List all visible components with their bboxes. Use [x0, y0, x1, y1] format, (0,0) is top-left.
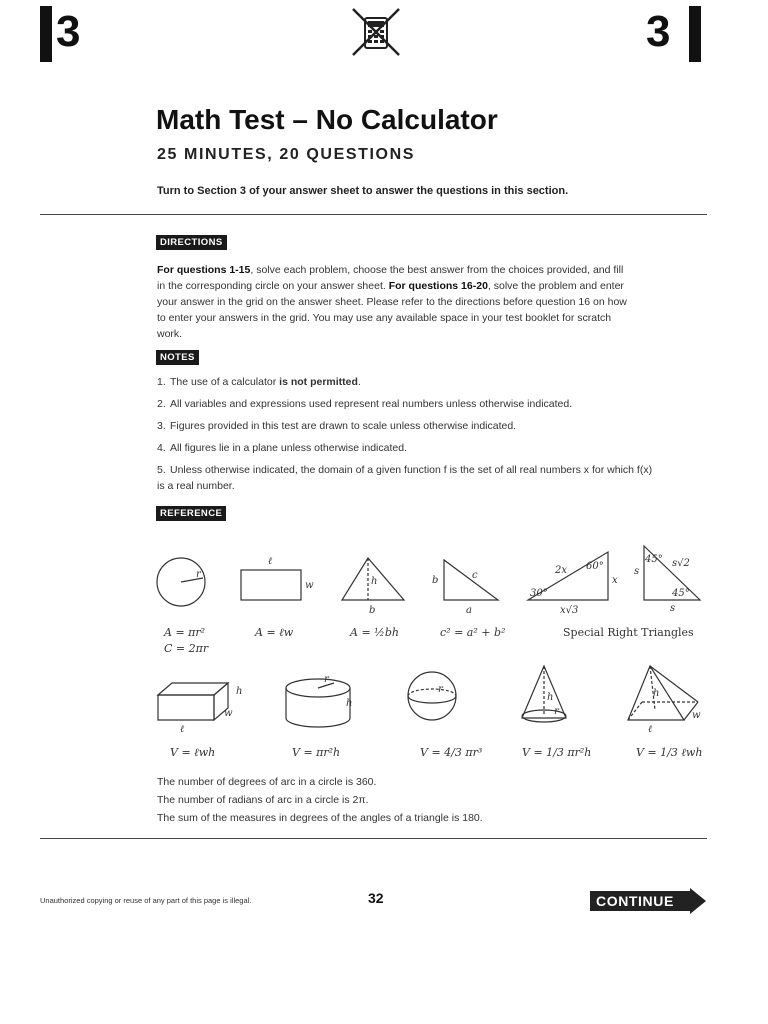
svg-text:c: c	[472, 570, 478, 581]
svg-text:ℓ: ℓ	[180, 724, 185, 735]
svg-text:x: x	[612, 575, 618, 586]
triangle-area-formula: A = ½bh	[350, 626, 399, 639]
svg-text:r: r	[196, 569, 201, 580]
svg-text:s: s	[634, 566, 640, 577]
svg-text:s: s	[670, 603, 676, 614]
svg-text:b: b	[432, 575, 439, 586]
copyright-notice: Unauthorized copying or reuse of any part of this page is illegal.	[40, 896, 252, 905]
pyramid-volume-formula: V = 1/3 ℓwh	[636, 746, 703, 759]
page-title: Math Test – No Calculator	[156, 104, 498, 135]
cylinder-volume-formula: V = πr²h	[292, 746, 341, 759]
section-instruction: Turn to Section 3 of your answer sheet to answer the questions in this section.	[157, 185, 569, 197]
section-tab-left	[40, 6, 52, 62]
note-item: 5. Unless otherwise indicated, the domain of a given function f is the set of all real numbers x for which f(x) is a real number.	[157, 464, 653, 492]
special-triangles-caption: Special Right Triangles	[563, 626, 694, 639]
no-calculator-icon	[349, 5, 403, 59]
svg-text:w: w	[692, 710, 701, 721]
svg-text:45°: 45°	[645, 554, 663, 565]
box-volume-formula: V = ℓwh	[170, 746, 216, 759]
svg-text:s√2: s√2	[672, 558, 690, 569]
section-tab-right	[689, 6, 701, 62]
directions-q1-text: , solve each problem, choose the best answer from the choices provided, and fill in the corresponding circle on your answer sheet.	[157, 264, 624, 292]
circle-area-formula: A = πr²	[164, 626, 206, 639]
section-number-right: 3	[646, 7, 671, 56]
svg-text:b: b	[369, 605, 376, 616]
directions-q1-bold: For questions 1-15	[157, 264, 251, 276]
svg-text:h: h	[346, 698, 353, 709]
box-figure	[158, 695, 214, 720]
sphere-volume-formula: V = 4/3 πr³	[420, 746, 483, 759]
fact-degrees: The number of degrees of arc in a circle is 360.	[157, 776, 377, 788]
top-divider	[40, 214, 707, 215]
page-subtitle: 25 MINUTES, 20 QUESTIONS	[157, 146, 416, 163]
svg-text:r: r	[438, 684, 443, 695]
note-item: 1. The use of a calculator is not permitted.	[157, 376, 361, 388]
right-triangle-figure	[444, 560, 498, 600]
svg-text:h: h	[371, 576, 378, 587]
svg-text:h: h	[653, 688, 660, 699]
svg-text:x√3: x√3	[560, 605, 579, 616]
svg-text:2x: 2x	[555, 565, 568, 576]
directions-text	[157, 262, 627, 342]
bottom-divider	[40, 838, 707, 839]
svg-text:30°: 30°	[530, 588, 548, 599]
svg-text:ℓ: ℓ	[268, 556, 273, 567]
pythagorean-formula: c² = a² + b²	[440, 626, 506, 639]
directions-q2-bold: For questions 16-20	[388, 280, 488, 292]
fact-triangle-sum: The sum of the measures in degrees of the angles of a triangle is 180.	[157, 812, 483, 824]
directions-q2-text: , solve the problem and enter your answer in the grid on the answer sheet. Please refer to the directions before question 16 on how to enter your answers in the grid. You may use any available space in your test booklet for scratch work.	[157, 280, 627, 340]
note-item: 2. All variables and expressions used represent real numbers unless otherwise indicated.	[157, 398, 573, 410]
rectangle-area-formula: A = ℓw	[255, 626, 294, 639]
directions-label: DIRECTIONS	[156, 235, 227, 250]
svg-text:r: r	[554, 706, 559, 717]
svg-text:a: a	[466, 605, 472, 616]
page-number: 32	[368, 890, 384, 906]
svg-text:45°: 45°	[672, 588, 690, 599]
fact-radians: The number of radians of arc in a circle is 2π.	[157, 794, 369, 806]
notes-label: NOTES	[156, 350, 199, 365]
svg-text:60°: 60°	[586, 561, 604, 572]
rectangle-figure	[241, 570, 301, 600]
svg-text:ℓ: ℓ	[648, 724, 653, 735]
reference-label: REFERENCE	[156, 506, 226, 521]
continue-label: CONTINUE	[596, 893, 674, 909]
svg-text:r: r	[324, 674, 329, 685]
svg-text:h: h	[236, 686, 243, 697]
svg-text:w: w	[305, 580, 314, 591]
sphere-figure	[408, 672, 456, 720]
svg-text:w: w	[224, 708, 233, 719]
reference-figures	[150, 530, 710, 770]
svg-text:h: h	[547, 692, 554, 703]
continue-button[interactable]	[590, 888, 706, 914]
note-item: 4. All figures lie in a plane unless otherwise indicated.	[157, 442, 407, 454]
circle-circumference-formula: C = 2πr	[164, 642, 209, 655]
cone-volume-formula: V = 1/3 πr²h	[522, 746, 592, 759]
note-item: 3. Figures provided in this test are drawn to scale unless otherwise indicated.	[157, 420, 517, 432]
section-number-left: 3	[56, 7, 81, 56]
